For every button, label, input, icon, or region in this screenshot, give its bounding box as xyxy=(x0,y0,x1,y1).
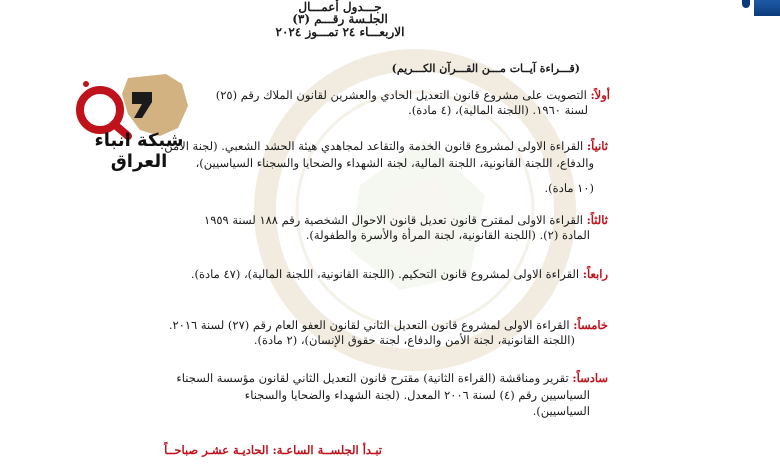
session-start-time: تبـدأ الجلســة الساعـة: الحاديـة عشـر صباحــاً xyxy=(164,443,382,457)
agenda-item-6-line-2: السياسيين رقم (٤) لسنة ٢٠٠٦ المعدل. (لجنة الشهداء والضحايا والسجناء xyxy=(244,388,590,402)
agenda-item-5-label: خامساً: xyxy=(573,318,608,332)
agenda-item-1-line-1: أولاً: التصويت على مشروع قانون التعديل الحادي والعشرين لقانون الملاك رقم (٢٥) xyxy=(215,88,610,102)
agenda-item-4-line-1: رابعاً: القراءة الاولى لمشروع قانون التحكيم. (اللجنة القانونية، اللجنة المالية)، (٤٧ مادة). xyxy=(190,267,608,281)
session-number: الجلـسة رقـــم (٣) xyxy=(292,12,388,26)
agenda-title: جـــدول أعمـــال xyxy=(298,0,382,14)
agenda-item-5-line-1: خامساً: القراءة الاولى لمشروع قانون التعديل الثاني لقانون العفو العام رقم (٢٧) لسنة ٢٠١٦. xyxy=(168,318,608,332)
session-date: الاربعـــاء ٢٤ تمـــوز ٢٠٢٤ xyxy=(275,25,405,39)
quran-reading-line: (قـــراءة آيــات مـــن القـــرآن الكـــريم) xyxy=(391,62,580,75)
agenda-item-3-label: ثالثاً: xyxy=(586,213,608,227)
logo-wordmark: شبكة انباء العراق xyxy=(94,130,184,172)
agenda-item-2-line-1: ثانياً: القراءة الاولى لمشروع قانون الخدمة والتقاعد لمجاهدي هيئة الحشد الشعبي. (لجنة الأمن xyxy=(164,139,608,153)
agenda-item-2-line-3: (١٠ مادة). xyxy=(544,181,594,195)
agenda-item-4-label: رابعاً: xyxy=(582,267,608,281)
agenda-item-5-line-2: (اللجنة القانونية، لجنة الأمن والدفاع، لجنة حقوق الإنسان)، (٢ مادة). xyxy=(253,333,575,347)
agenda-item-1-line-2: لسنة ١٩٦٠. (اللجنة المالية)، (٤ مادة). xyxy=(408,103,588,117)
agenda-item-1-label: أولاً: xyxy=(590,88,610,102)
agenda-item-2-label: ثانياً: xyxy=(586,139,608,153)
corner-mark-icon xyxy=(742,0,750,8)
agenda-item-6-label: سادساً: xyxy=(572,371,608,385)
agenda-item-6-line-1: سادساً: تقرير ومناقشة (القراءة الثانية) مقترح قانون التعديل الثاني لقانون مؤسسة السجناء xyxy=(176,371,608,385)
agenda-item-2-line-2: والدفاع، اللجنة القانونية، اللجنة المالية، لجنة الشهداء والضحايا والسجناء السياسيين)، xyxy=(195,156,594,170)
agenda-item-3-line-1: ثالثاً: القراءة الاولى لمقترح قانون تعديل قانون الاحوال الشخصية رقم ١٨٨ لسنة ١٩٥٩ xyxy=(204,213,608,227)
agenda-item-6-line-3: السياسيين). xyxy=(532,404,590,418)
corner-brand-strip xyxy=(754,0,780,16)
agenda-item-3-line-2: المادة (٢). (اللجنة القانونية، لجنة المرأة والأسرة والطفولة). xyxy=(305,228,590,242)
